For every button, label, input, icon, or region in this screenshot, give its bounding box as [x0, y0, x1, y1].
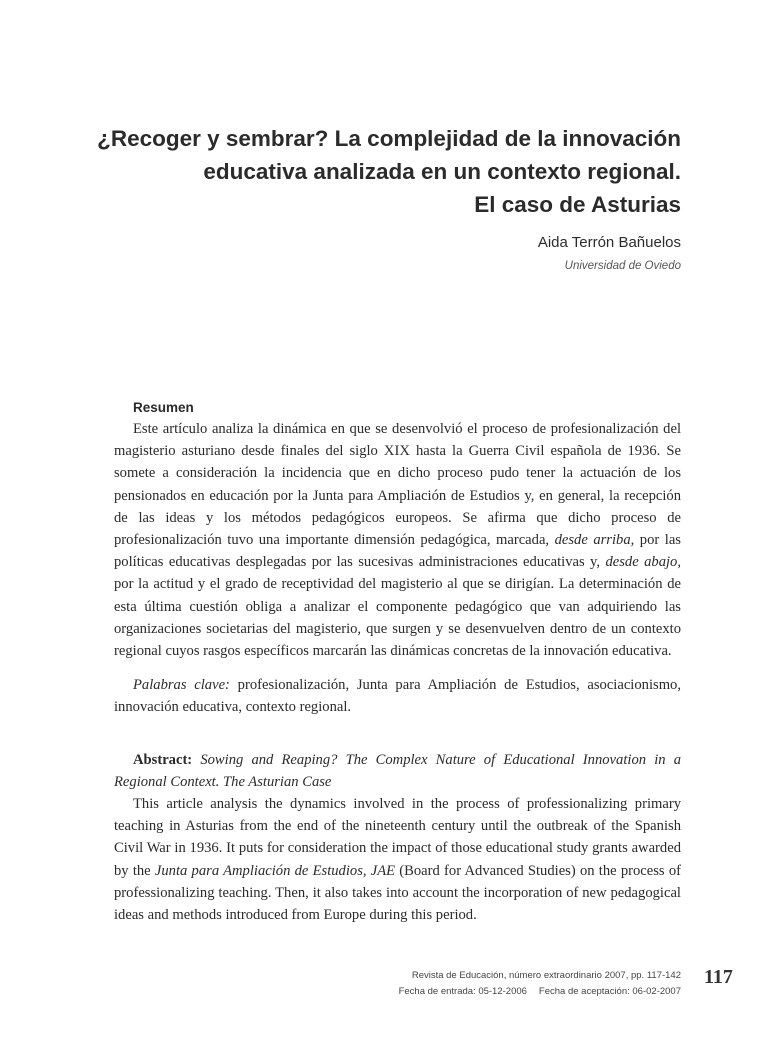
text: por las políticas educativas desplegadas por las sucesivas administraciones educativas y,: [114, 532, 681, 571]
author-affiliation: Universidad de Oviedo: [564, 260, 681, 272]
emphasis: desde abajo,: [605, 554, 681, 571]
journal-citation: Revista de Educación, número extraordinario 2007, pp. 117-142: [411, 970, 681, 982]
article-body: [114, 398, 733, 1038]
author-name: Aida Terrón Bañuelos: [537, 234, 681, 251]
text: Este artículo analiza la dinámica en que se desenvolvió el proceso de profesionalización del magisterio asturiano desde finales del siglo XIX hasta la Guerra Civil española de 1936. Se somete a consideración la incidencia que en dicho proceso pudo tener la actuación de los pensionados en educación por la Junta para Ampliación de Estudios y, en general, la recepción de las ideas y los métodos pedagógicos europeos. Se afirma que dicho proceso de profesionalización tuvo una importante dimensión pedagógica, marcada,: [114, 421, 681, 549]
title-line: ¿Recoger y sembrar? La complejidad de la innovación: [97, 126, 681, 151]
abstract-title: [114, 749, 681, 793]
text: por la actitud y el grado de receptividad del magisterio al que se dirigían. La determinación de esta última cuestión obliga a analizar el componente pedagógico que van adquiriendo las organizaciones societarias del magisterio, que surgen y se desenvuelven dentro de un contexto regional cuyos rasgos específicos marcarán las dinámicas concretas de la innovación educativa.: [114, 576, 681, 660]
resumen-paragraph: [114, 418, 681, 662]
page-number: 117: [704, 966, 733, 989]
resumen-heading: Resumen: [133, 400, 194, 415]
keywords-paragraph: [114, 674, 681, 718]
title-line: educativa analizada en un contexto regional.: [203, 159, 681, 184]
title-line: El caso de Asturias: [474, 192, 681, 217]
text: This article analysis the dynamics involved in the process of professionalizing primary teaching in Asturias from the end of the nineteenth century until the outbreak of the Spanish Civil War in 1936. It puts for consideration the impact of those educational study grants awarded by the: [114, 796, 681, 879]
resumen-section: [114, 398, 681, 719]
emphasis: desde arriba,: [554, 532, 635, 549]
received-date: Fecha de entrada: 05-12-2006: [398, 986, 527, 998]
footer-row: [114, 966, 733, 1008]
accepted-date: Fecha de aceptación: 06-02-2007: [538, 986, 681, 998]
text: (Board for Advanced Studies) on the process of professionalizing teaching. Then, it also takes into account the incorporation of new pedagogical ideas and methods introduced from Europe during this period.: [114, 862, 681, 924]
article-title: [81, 122, 681, 221]
emphasis: Junta para Ampliación de Estudios, JAE: [154, 862, 396, 879]
keywords-label: Palabras clave:: [133, 677, 230, 694]
footer: [399, 968, 681, 1000]
keywords: profesionalización, Junta para Ampliación de Estudios, asociacionismo, innovación educativa, contexto regional.: [114, 677, 681, 716]
abstract-english-title: Sowing and Reaping? The Complex Nature of Educational Innovation in a Regional Context. The Asturian Case: [114, 751, 681, 790]
abstract-label: Abstract:: [133, 751, 193, 768]
abstract-section: [114, 749, 681, 927]
abstract-paragraph: [114, 793, 681, 926]
